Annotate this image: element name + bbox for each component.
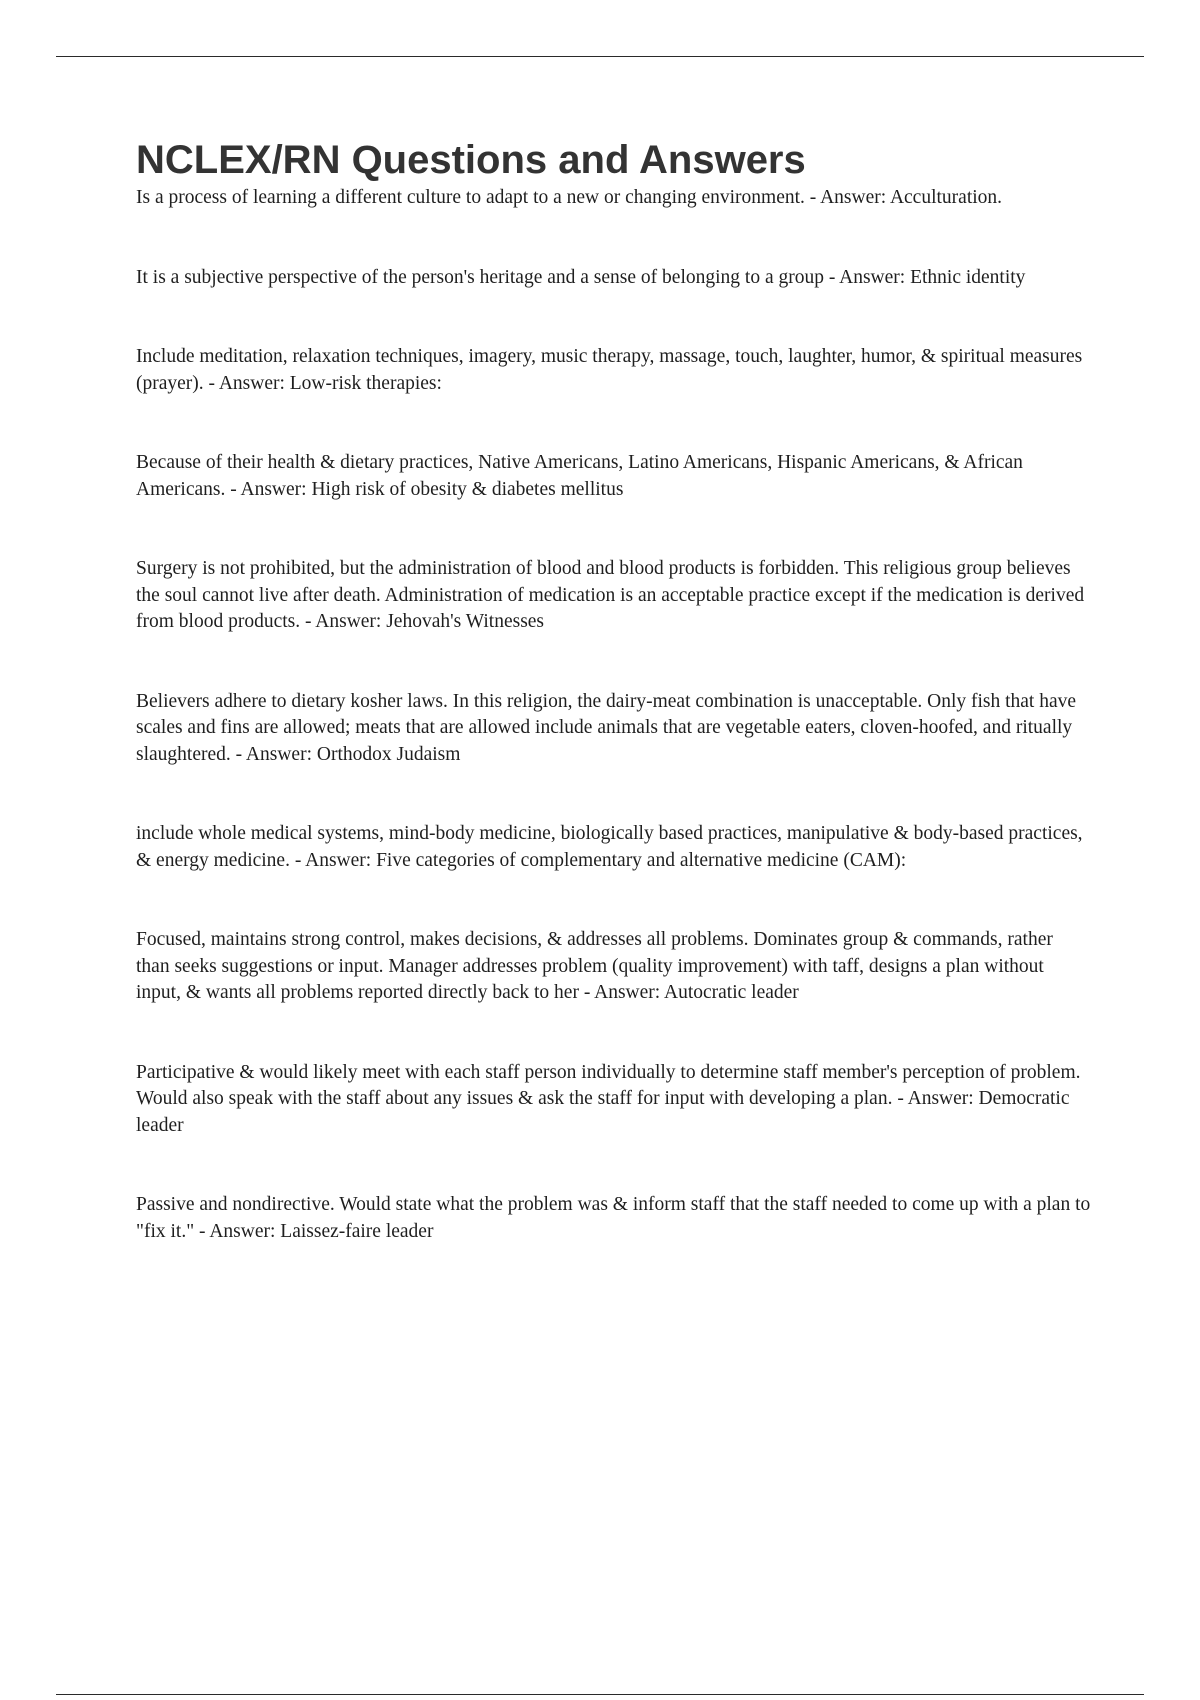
qa-list [136, 185, 1091, 1245]
page-title: NCLEX/RN Questions and Answers [136, 138, 806, 182]
bottom-divider [56, 1694, 1144, 1695]
qa-item: Participative & would likely meet with each staff person individually to determine staff member's perception of problem. Would also speak with the staff about any issues & ask the staff for input with developing a plan. - Answer: Democratic leader [136, 1061, 1081, 1136]
qa-item: Focused, maintains strong control, makes decisions, & addresses all problems. Dominates group & commands, rather than seeks suggestions or input. Manager addresses problem (quality improvement) with taff, designs a plan without input, & wants all problems reported directly back to her - Answer: Autocratic leader [136, 929, 1053, 1003]
qa-item: Surgery is not prohibited, but the administration of blood and blood products is forbidden. This religious group believes the soul cannot live after death. Administration of medication is an acceptable practice except if the medication is derived from blood products. - Answer: Jehovah's Witnesses [136, 558, 1085, 632]
top-divider [56, 56, 1144, 57]
qa-item: Because of their health & dietary practices, Native Americans, Latino Americans, Hispanic Americans, & African Americans. - Answer: High risk of obesity & diabetes mellitus [136, 452, 1023, 500]
qa-item: Passive and nondirective. Would state what the problem was & inform staff that the staff needed to come up with a plan to "fix it." - Answer: Laissez-faire leader [136, 1194, 1091, 1242]
qa-item: include whole medical systems, mind-body medicine, biologically based practices, manipulative & body-based practices, & energy medicine. - Answer: Five categories of complementary and alternative medicine (CAM): [136, 823, 1083, 871]
qa-item: Is a process of learning a different culture to adapt to a new or changing environment. - Answer: Acculturation. [136, 187, 1003, 208]
qa-item: Believers adhere to dietary kosher laws. In this religion, the dairy-meat combination is unacceptable. Only fish that have scales and fins are allowed; meats that are allowed include animals that are vegetable eaters, cloven-hoofed, and ritually slaughtered. - Answer: Orthodox Judaism [136, 690, 1077, 765]
qa-item: Include meditation, relaxation techniques, imagery, music therapy, massage, touch, laughter, humor, & spiritual measures (prayer). - Answer: Low-risk therapies: [136, 346, 1083, 394]
qa-item: It is a subjective perspective of the person's heritage and a sense of belonging to a group - Answer: Ethnic identity [136, 266, 1026, 288]
